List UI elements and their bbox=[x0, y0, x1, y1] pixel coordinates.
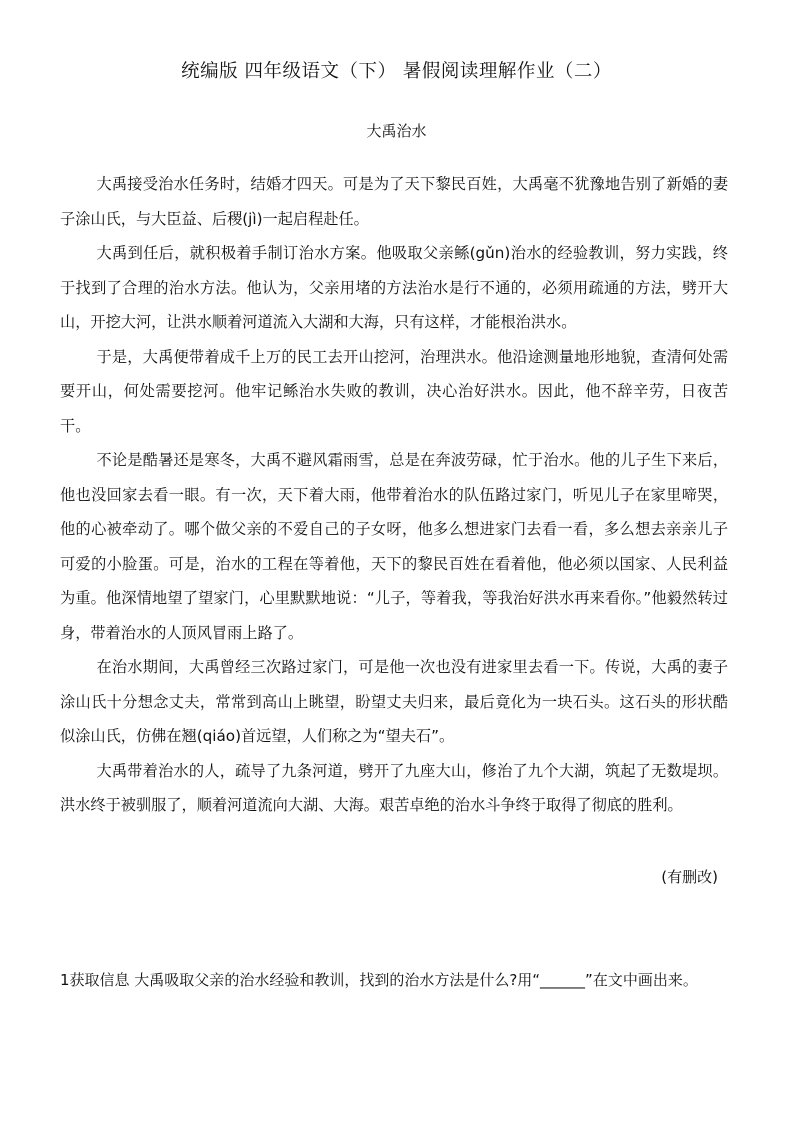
paragraph-5: 在治水期间，大禹曾经三次路过家门，可是他一次也没有进家里去看一下。传说，大禹的妻子涂山氏十分想念丈夫，常常到高山上眺望，盼望丈夫归来，最后竟化为一块石头。这石头的形状酷似涂山氏，仿佛在翘(qiáo)首远望，人们称之为“望夫石”。 bbox=[60, 658, 728, 745]
paragraph-4: 不论是酷暑还是寒冬，大禹不避风霜雨雪，总是在奔波劳碌，忙于治水。他的儿子生下来后，他也没回家去看一眼。有一次，天下着大雨，他带着治水的队伍路过家门，听见儿子在家里啼哭，他的心被牵动了。哪个做父亲的不爱自己的子女呀，他多么想进家门去看一看，多么想去亲亲儿子可爱的小脸蛋。可是，治水的工程在等着他，天下的黎民百姓在看着他，他必须以国家、人民利益为重。他深情地望了望家门，心里默默地说：“儿子，等着我，等我治好洪水再来看你。”他毅然转过身，带着治水的人顶风冒雨上路了。 bbox=[60, 451, 728, 642]
page-title: 统编版 四年级语文（下） 暑假阅读理解作业（二） bbox=[181, 61, 612, 82]
paragraph-2: 大禹到任后，就积极着手制订治水方案。他吸取父亲鲧(gǔn)治水的经验教训，努力实践，终于找到了合理的治水方法。他认为，父亲用堵的方法治水是行不通的，必须用疏通的方法，劈开大山，开挖大河，让洪水顺着河道流入大湖和大海，只有这样，才能根治洪水。 bbox=[60, 244, 728, 331]
paragraph-1: 大禹接受治水任务时，结婚才四天。可是为了天下黎民百姓，大禹毫不犹豫地告别了新婚的妻子涂山氏，与大臣益、后稷(jì)一起启程赴任。 bbox=[60, 175, 728, 228]
paragraph-3: 于是，大禹便带着成千上万的民工去开山挖河，治理洪水。他沿途测量地形地貌，查清何处需要开山，何处需要挖河。他牢记鲧治水失败的教训，决心治好洪水。因此，他不辞辛劳，日夜苦干。 bbox=[60, 347, 728, 435]
article-body bbox=[60, 167, 728, 823]
article-title: 大禹治水 bbox=[366, 122, 427, 140]
question-1: 1获取信息 大禹吸取父亲的治水经验和教训，找到的治水方法是什么?用“______”在文中画出来。 bbox=[60, 971, 698, 989]
paragraph-6: 大禹带着治水的人，疏导了九条河道，劈开了九座大山，修治了九个大湖，筑起了无数堤坝。洪水终于被驯服了，顺着河道流向大湖、大海。艰苦卓绝的治水斗争终于取得了彻底的胜利。 bbox=[60, 761, 728, 814]
source-note: (有删改) bbox=[661, 868, 718, 886]
